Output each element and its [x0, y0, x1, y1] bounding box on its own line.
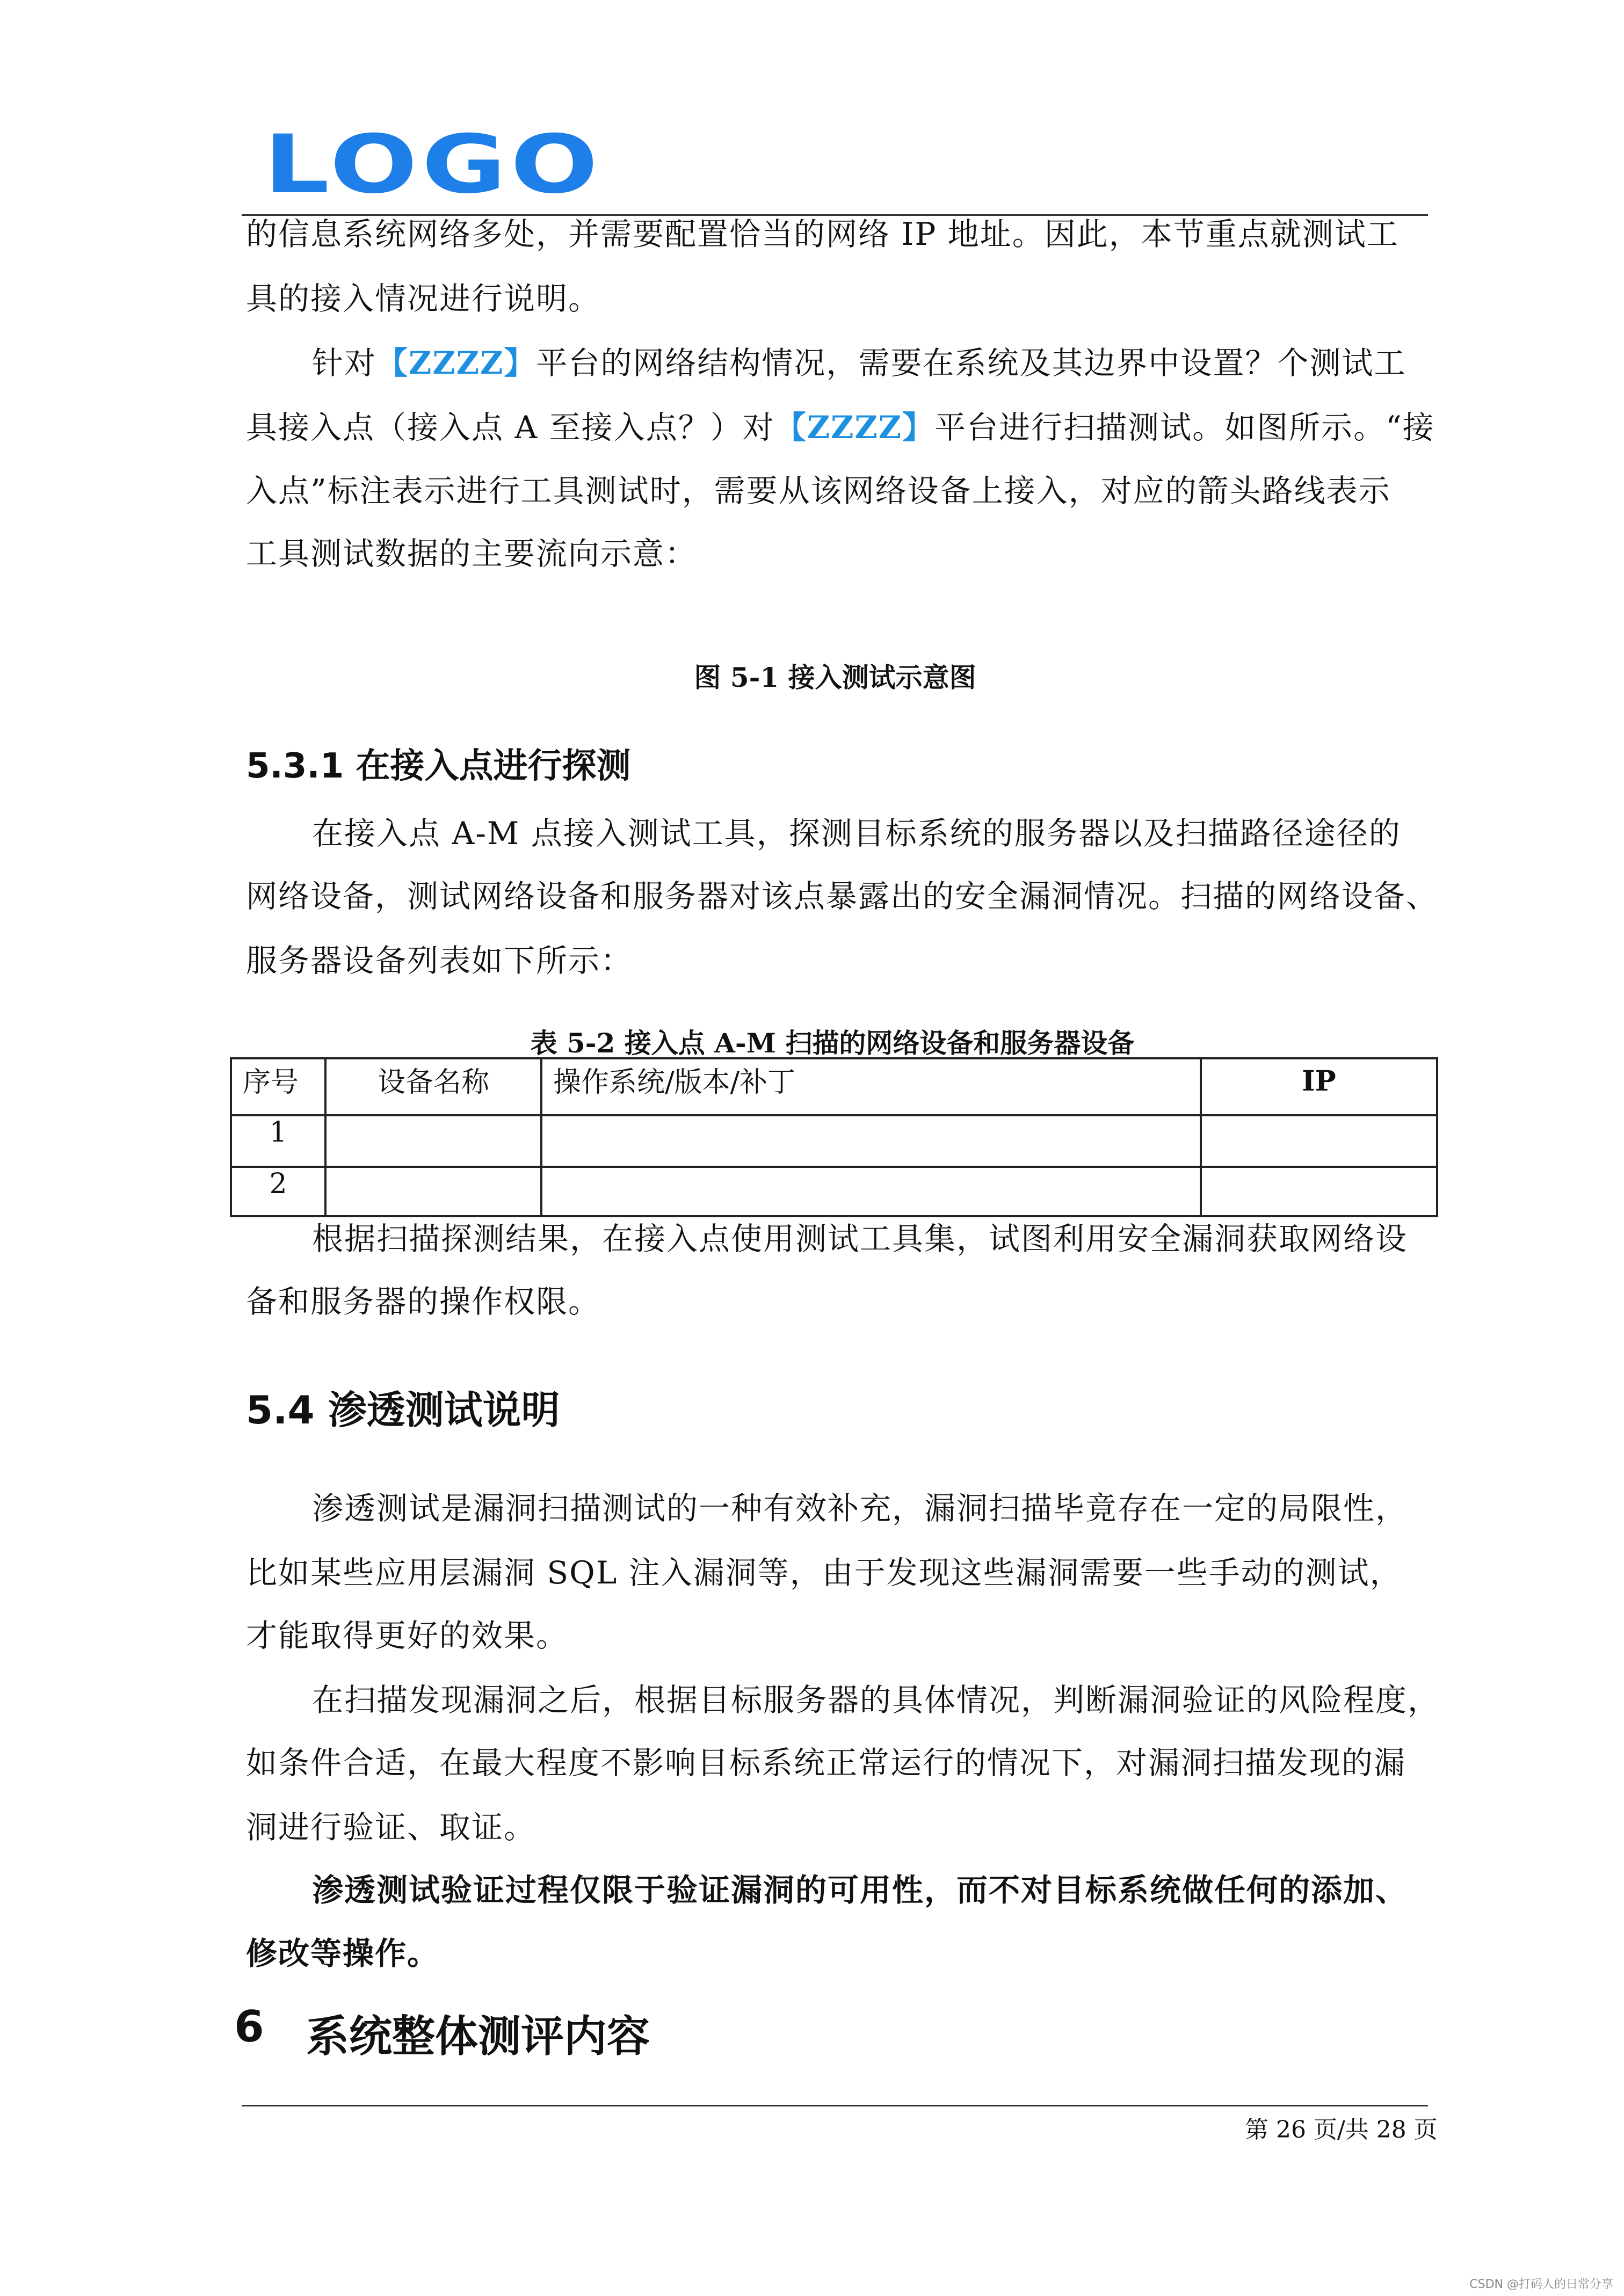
- header-cell: 设备名称: [325, 1058, 541, 1115]
- page-number: 第 26 页/共 28 页: [1245, 2116, 1438, 2144]
- text: 平台进行扫描测试。如图所示。“接: [934, 409, 1435, 446]
- paragraph-line: [312, 344, 1406, 382]
- paragraph-line-bold: 渗透测试验证过程仅限于验证漏洞的可用性，而不对目标系统做任何的添加、: [312, 1872, 1408, 1908]
- cell: [541, 1115, 1201, 1167]
- intro-line: 的信息系统网络多处，并需要配置恰当的网络 IP 地址。因此，本节重点就测试工: [246, 216, 1399, 252]
- paragraph-line: 备和服务器的操作权限。: [246, 1283, 601, 1320]
- paragraph-line: 才能取得更好的效果。: [246, 1617, 569, 1654]
- platform-name: 【ZZZZ】: [376, 345, 536, 381]
- platform-name: 【ZZZZ】: [774, 409, 935, 446]
- paragraph-line: 网络设备，测试网络设备和服务器对该点暴露出的安全漏洞情况。扫描的网络设备、: [246, 878, 1439, 914]
- paragraph-line: 根据扫描探测结果，在接入点使用测试工具集，试图利用安全漏洞获取网络设: [312, 1220, 1408, 1257]
- cell: [1201, 1115, 1437, 1167]
- paragraph-line-bold: 修改等操作。: [246, 1935, 440, 1972]
- paragraph-line: 入点”标注表示进行工具测试时，需要从该网络设备上接入，对应的箭头路线表示: [246, 473, 1391, 509]
- header-cell: 序号: [231, 1058, 325, 1115]
- table-row: [231, 1167, 1437, 1216]
- header-cell: 操作系统/版本/补丁: [541, 1058, 1201, 1115]
- header-cell: IP: [1201, 1058, 1437, 1115]
- text: 针对: [312, 345, 377, 381]
- section-heading-5-4: 5.4 渗透测试说明: [246, 1387, 560, 1433]
- text: 平台的网络结构情况，需要在系统及其边界中设置？个测试工: [536, 345, 1407, 381]
- cell: [325, 1115, 541, 1167]
- paragraph-line: 比如某些应用层漏洞 SQL 注入漏洞等，由于发现这些漏洞需要一些手动的测试，: [246, 1554, 1402, 1591]
- paragraph-line: 洞进行验证、取证。: [246, 1809, 536, 1845]
- table-row: [231, 1115, 1437, 1167]
- figure-caption: 图 5-1 接入测试示意图: [694, 662, 976, 693]
- watermark: CSDN @打码人的日常分享: [1469, 2278, 1613, 2291]
- cell: [1201, 1167, 1437, 1216]
- paragraph-line: 服务器设备列表如下所示：: [246, 942, 633, 979]
- cell: [325, 1167, 541, 1216]
- paragraph-line: 在接入点 A-M 点接入测试工具，探测目标系统的服务器以及扫描路径途径的: [312, 815, 1401, 852]
- table-caption: 表 5-2 接入点 A-M 扫描的网络设备和服务器设备: [530, 1027, 1135, 1059]
- text: 具接入点（接入点 A 至接入点？）对: [246, 409, 775, 446]
- section-number-6: 6: [234, 2002, 264, 2052]
- cell: 1: [231, 1115, 325, 1167]
- paragraph-line: [246, 409, 1435, 446]
- cell: 2: [231, 1167, 325, 1216]
- footer-divider: [242, 2105, 1428, 2106]
- paragraph-line: 工具测试数据的主要流向示意：: [246, 535, 698, 572]
- section-heading-6: 系统整体测评内容: [306, 2011, 650, 2061]
- intro-line: 具的接入情况进行说明。: [246, 280, 601, 317]
- paragraph-line: 在扫描发现漏洞之后，根据目标服务器的具体情况，判断漏洞验证的风险程度，: [312, 1682, 1440, 1718]
- section-heading-5-3-1: 5.3.1 在接入点进行探测: [246, 746, 631, 786]
- table-header-row: [231, 1058, 1437, 1115]
- device-table: [230, 1057, 1438, 1217]
- paragraph-line: 如条件合适，在最大程度不影响目标系统正常运行的情况下，对漏洞扫描发现的漏: [246, 1745, 1407, 1781]
- logo: LOGO: [264, 118, 603, 212]
- cell: [541, 1167, 1201, 1216]
- paragraph-line: 渗透测试是漏洞扫描测试的一种有效补充，漏洞扫描毕竟存在一定的局限性，: [312, 1490, 1408, 1527]
